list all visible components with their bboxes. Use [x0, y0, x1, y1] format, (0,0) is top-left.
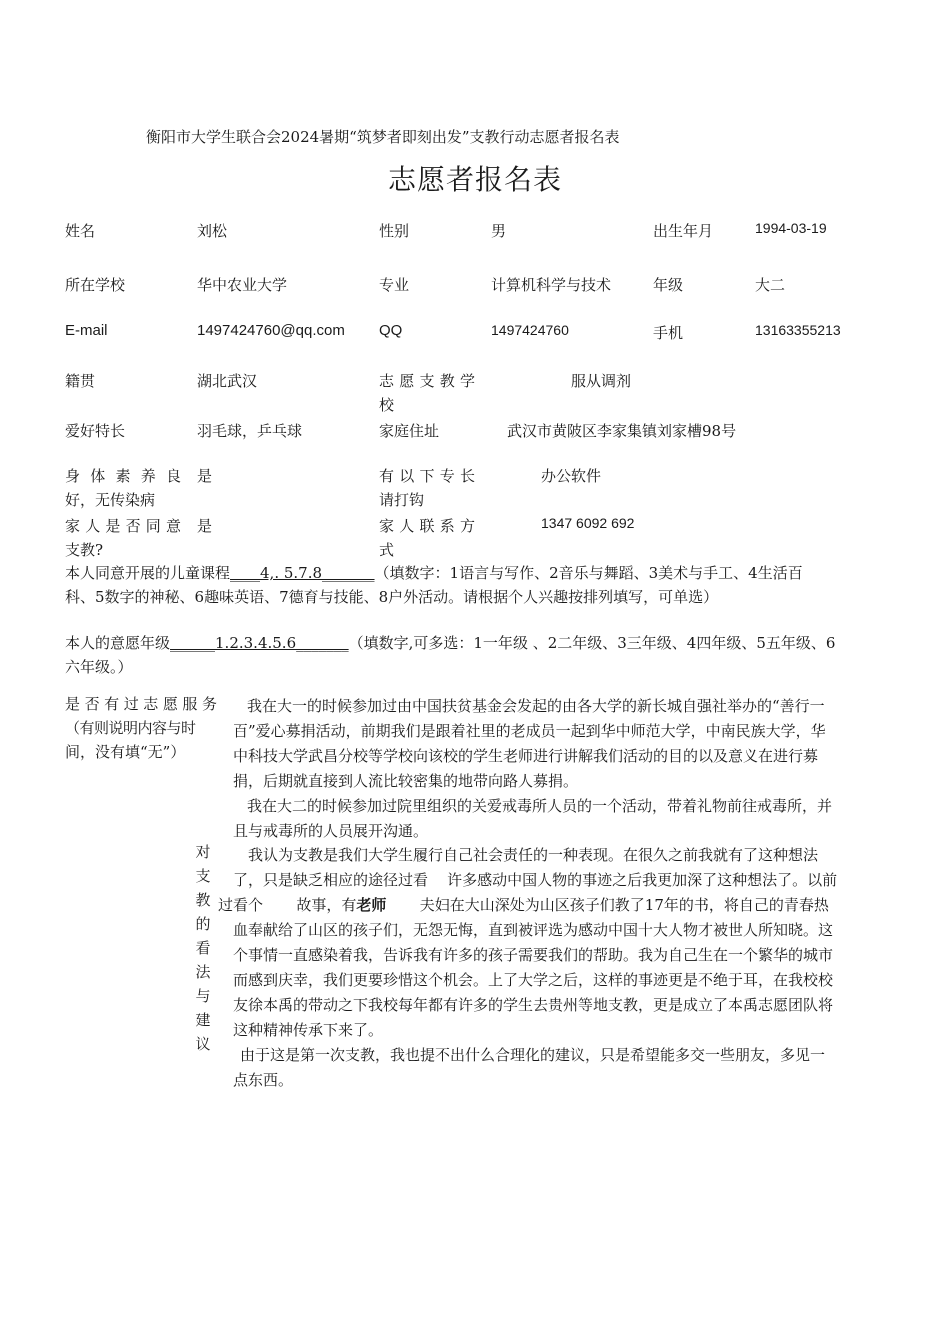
qq-value[interactable]: 1497424760: [491, 322, 569, 338]
opinion-l6: 而感到庆幸，我们更要珍惜这个机会。上了大学之后，这样的事迹更是不绝于耳，在我校校: [233, 971, 834, 989]
grades-value[interactable]: ______1.2.3.4.5.6_______: [170, 634, 349, 652]
school-value[interactable]: 华中农业大学: [197, 276, 288, 294]
origin-value[interactable]: 湖北武汉: [197, 372, 258, 390]
experience-content[interactable]: [233, 694, 907, 844]
opinion-l9: 由于这是第一次支教，我也提不出什么合理化的建议，只是希望能多交一些朋友，多见一: [240, 1046, 826, 1064]
volunteer-school-value[interactable]: 服从调剂: [571, 372, 632, 390]
origin-label: 籍贯: [65, 372, 96, 390]
volunteer-school-label: 志愿支教学: [379, 372, 475, 390]
opinion-label-char: 法: [195, 963, 211, 981]
opinion-label-char: 看: [195, 939, 211, 957]
volunteer-school-label-line2: 校: [379, 396, 395, 414]
courses-prefix: 本人同意开展的儿童课程: [65, 564, 231, 582]
form-title: 志愿者报名表: [387, 163, 562, 196]
opinion-l3-b: 老师: [356, 896, 387, 914]
opinion-l4: 血奉献给了山区的孩子们，无怨无悔，直到被评选为感动中国十大人物才被世人所知晓。这: [233, 921, 834, 939]
experience-p2-l2: 且与戒毒所的人员展开沟通。: [233, 822, 429, 840]
opinion-label-char: 与: [195, 987, 211, 1005]
opinion-l2: 了，只是缺乏相应的途径过看 许多感动中国人物的事迹之后我更加深了这种想法了。以前: [233, 871, 838, 889]
opinion-l3-c: 夫妇在大山深处为山区孩子们教了17年的书，将自己的青春热: [386, 896, 829, 914]
opinion-label-char: 支: [195, 867, 211, 885]
experience-p1-l1: 我在大一的时候参加过由中国扶贫基金会发起的由各大学的新长城自强社举办的“善行一: [247, 697, 825, 715]
opinion-label: [193, 840, 213, 1056]
opinion-label-char: 建: [195, 1011, 211, 1029]
courses-suffix: （填数字：1语言与写作、2音乐与舞蹈、3美术与手工、4生活百: [374, 564, 803, 582]
experience-p1-l4: 捐，后期就直接到人流比较密集的地带向路人募捐。: [233, 772, 579, 790]
gender-value[interactable]: 男: [491, 222, 507, 240]
family-contact-label: 家人联系方: [379, 517, 475, 535]
grades-line: [65, 632, 910, 654]
grades-suffix: （填数字,可多选：1一年级 、2二年级、3三年级、4四年级、5五年级、6: [348, 634, 836, 652]
skills-value[interactable]: 办公软件: [541, 467, 602, 485]
email-value[interactable]: 1497424760@qq.com: [197, 322, 345, 339]
skills-label: 有以下专长: [379, 467, 475, 485]
grades-prefix: 本人的意愿年级: [65, 634, 171, 652]
family-consent-value[interactable]: 是: [197, 517, 213, 535]
courses-value[interactable]: ____4,. 5.7.8_______: [230, 564, 375, 582]
opinion-l5: 个事情一直感染着我，告诉我有许多的孩子需要我们的帮助。我为自己生在一个繁华的城市: [233, 946, 834, 964]
family-consent-label: 家人是否同意: [65, 517, 181, 535]
experience-label: 是否有过志愿服务: [65, 695, 217, 713]
birth-value[interactable]: 1994-03-19: [755, 220, 827, 236]
family-contact-value[interactable]: 1347 6092 692: [541, 515, 635, 531]
experience-p1-l3: 中科技大学武昌分校等学校向该校的学生老师进行讲解我们活动的目的以及意义在进行募: [233, 747, 819, 765]
hobby-value[interactable]: 羽毛球，乒乓球: [197, 422, 303, 440]
phone-label: 手机: [653, 324, 684, 342]
courses-line2: 科、5数字的神秘、6趣味英语、7德育与技能、8户外活动。请根据个人兴趣按排列填写，可单选）: [65, 588, 719, 606]
grades-line2: 六年级。）: [65, 658, 133, 676]
email-label: E-mail: [65, 322, 108, 339]
name-label: 姓名: [65, 222, 96, 240]
phone-value[interactable]: 13163355213: [755, 322, 841, 338]
health-label: 身体素养良: [65, 467, 181, 485]
birth-label: 出生年月: [653, 222, 714, 240]
opinion-l7: 友徐本禹的带动之下我校每年都有许多的学生去贵州等地支教，更是成立了本禹志愿团队将: [233, 996, 834, 1014]
opinion-l1: 我认为支教是我们大学生履行自己社会责任的一种表现。在很久之前我就有了这种想法: [248, 846, 819, 864]
opinion-content[interactable]: [218, 843, 908, 1093]
qq-label: QQ: [379, 322, 403, 339]
opinion-l10: 点东西。: [233, 1071, 294, 1089]
gender-label: 性别: [379, 222, 410, 240]
experience-p2-l1: 我在大二的时候参加过院里组织的关爱戒毒所人员的一个活动，带着礼物前往戒毒所，并: [247, 797, 833, 815]
school-label: 所在学校: [65, 276, 126, 294]
opinion-l3: [218, 893, 908, 918]
opinion-label-char: 的: [195, 915, 211, 933]
experience-label-line3: 间，没有填“无”）: [65, 743, 186, 761]
grade-label: 年级: [653, 276, 684, 294]
opinion-label-char: 议: [195, 1035, 211, 1053]
form-subtitle: 衡阳市大学生联合会2024暑期“筑梦者即刻出发”支教行动志愿者报名表: [146, 128, 620, 146]
experience-label-line2: （有则说明内容与时: [65, 719, 196, 737]
skills-label-line2: 请打钩: [379, 491, 425, 509]
health-label-line2: 好，无传染病: [65, 491, 156, 509]
hobby-label: 爱好特长: [65, 422, 126, 440]
grade-value[interactable]: 大二: [755, 276, 786, 294]
family-consent-label-line2: 支教?: [65, 541, 104, 559]
opinion-l8: 这种精神传承下来了。: [233, 1021, 384, 1039]
name-value[interactable]: 刘松: [197, 222, 228, 240]
family-contact-label-line2: 式: [379, 541, 395, 559]
address-value[interactable]: 武汉市黄陂区李家集镇刘家槽98号: [507, 422, 737, 440]
experience-p1-l2: 百”爱心募捐活动，前期我们是跟着社里的老成员一起到华中师范大学，中南民族大学，华: [233, 722, 826, 740]
opinion-l3-a: 过看个 故事，有: [218, 896, 357, 914]
major-value[interactable]: 计算机科学与技术: [491, 276, 612, 294]
major-label: 专业: [379, 276, 410, 294]
address-label: 家庭住址: [379, 422, 440, 440]
opinion-label-char: 教: [195, 891, 211, 909]
opinion-label-char: 对: [195, 843, 211, 861]
courses-line: [65, 562, 910, 584]
health-value[interactable]: 是: [197, 467, 213, 485]
